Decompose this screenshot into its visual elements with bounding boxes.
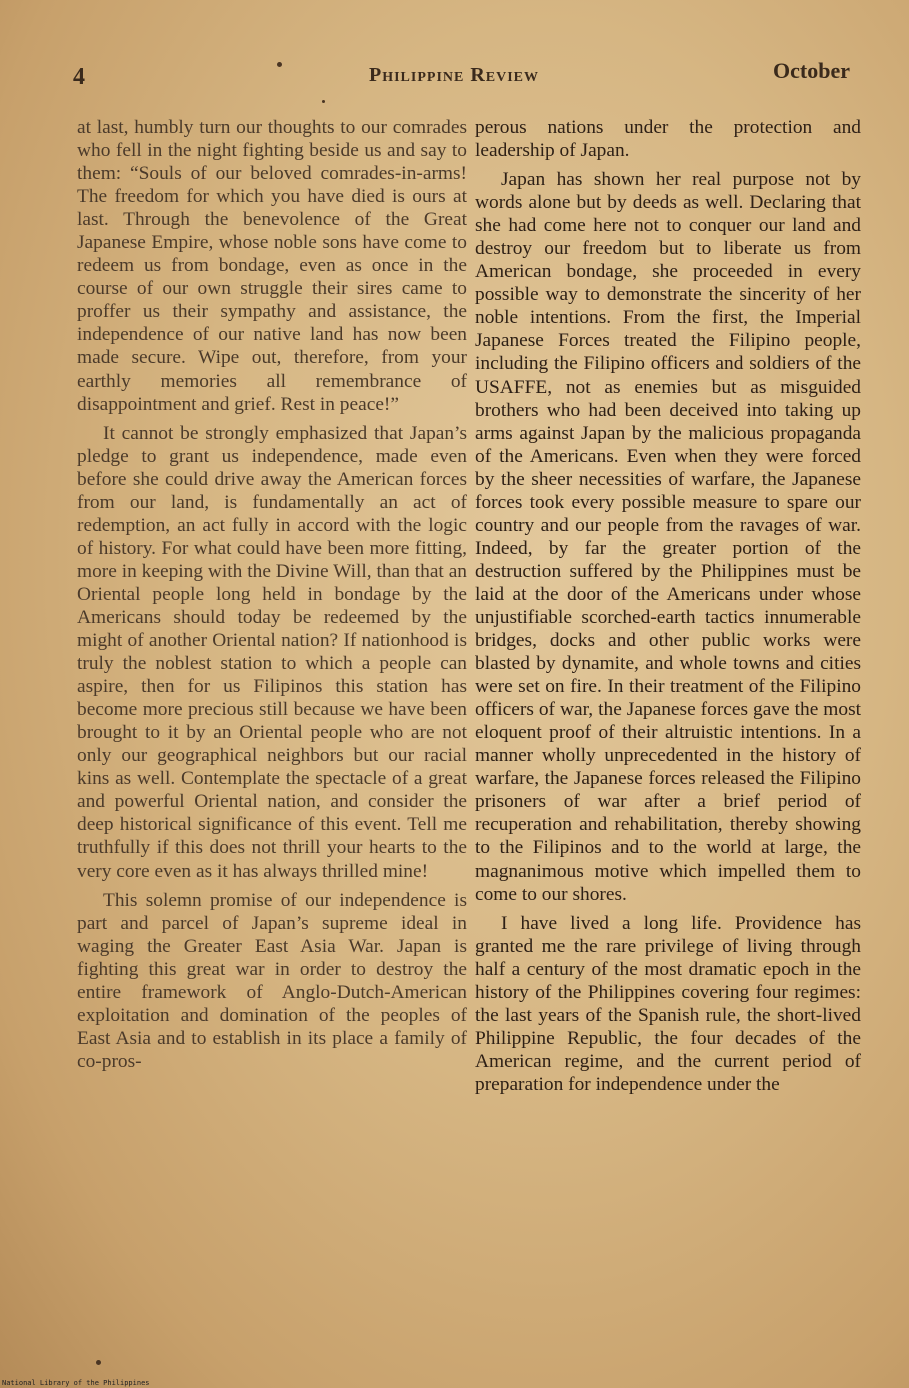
library-credit: National Library of the Philippines xyxy=(2,1379,150,1387)
ink-speck xyxy=(322,100,325,103)
issue-month: October xyxy=(773,58,850,83)
page-number: 4 xyxy=(73,64,85,90)
paragraph: This solemn promise of our independence is part and parcel of Japan’s supreme ideal in waging the Greater East Asia War. Japan is fighting this great war in order to destroy the entire framework of Anglo-Dutch-American exploitation and domination of the peoples of East Asia and to establish in its place a family of co-pros- xyxy=(77,889,467,1072)
paragraph: Japan has shown her real purpose not by words alone but by deeds as well. Declaring that she had come here not to conquer our land and destroy our freedom but to liberate us from American bondage, she proceeded in every possible way to demonstrate the sincerity of her noble intentions. From the first, the Imperial Japanese Forces treated the Filipino people, including the Filipino officers and soldiers of the USAFFE, not as enemies but as misguided brothers who had been deceived into taking up arms against Japan by the malicious propaganda of the Americans. Even when they were forced by the sheer necessities of warfare, the Japanese forces took every possible measure to spare our country and our people from the ravages of war. Indeed, by far the greater portion of the destruction suffered by the Philippines must be laid at the door of the Americans under whose unjustifiable scorched-earth tactics innumerable bridges, docks and other public works were blasted by dynamite, and whole towns and cities were set on fire. In their treatment of the Filipino officers of war, the Japanese forces gave the most eloquent proof of their altruistic intentions. In a manner wholly unprecedented in the history of warfare, the Japanese forces released the Filipino prisoners of war after a brief period of recuperation and rehabilitation, thereby showing to the Filipinos and to the world at large, the magnanimous motive which impelled them to come to our shores. xyxy=(475,169,861,905)
paragraph: perous nations under the protection and leadership of Japan. xyxy=(475,117,861,162)
right-column xyxy=(475,116,861,1096)
ink-speck xyxy=(277,62,282,67)
running-title: Philippine Review xyxy=(369,64,540,86)
paragraph: It cannot be strongly emphasized that Japan’s pledge to grant us independence, made even before she could drive away the American forces from our land, is fundamentally an act of redemption, an act fully in accord with the logic of history. For what could have been more fitting, more in keeping with the Divine Will, than that an Oriental people long held in bondage by the Americans should today be redeemed by the might of another Oriental nation? If nationhood is truly the noblest station to which a people can aspire, then for us Filipinos this station has become more precious still because we have been brought to it by an Oriental people who are not only our geographical neighbors but our racial kins as well. Contemplate the spectacle of a great and powerful Oriental nation, and consider the deep historical significance of this event. Tell me truthfully if this does not thrill your hearts to the very core even as it has always thrilled mine! xyxy=(77,422,467,882)
left-column xyxy=(77,116,467,1073)
ink-speck xyxy=(96,1360,101,1365)
paragraph: at last, humbly turn our thoughts to our comrades who fell in the night fighting beside us and say to them: “Souls of our beloved comrades-in-arms! The freedom for which you have died is ours at last. Through the benevolence of the Great Japanese Empire, whose noble sons have come to redeem us from bondage, even as once in the course of our own struggle their sires came to proffer us their sympathy and assistance, the independence of our native land has now been made secure. Wipe out, therefore, from your earthly memories all remembrance of disappointment and grief. Rest in peace!” xyxy=(77,117,467,415)
paragraph: I have lived a long life. Providence has granted me the rare privilege of living through half a century of the most dramatic epoch in the history of the Philippines covering four regimes: the last years of the Spanish rule, the short-lived Philippine Republic, the four decades of the American regime, and the current period of preparation for independence under the xyxy=(475,912,861,1095)
page-header xyxy=(0,50,909,96)
